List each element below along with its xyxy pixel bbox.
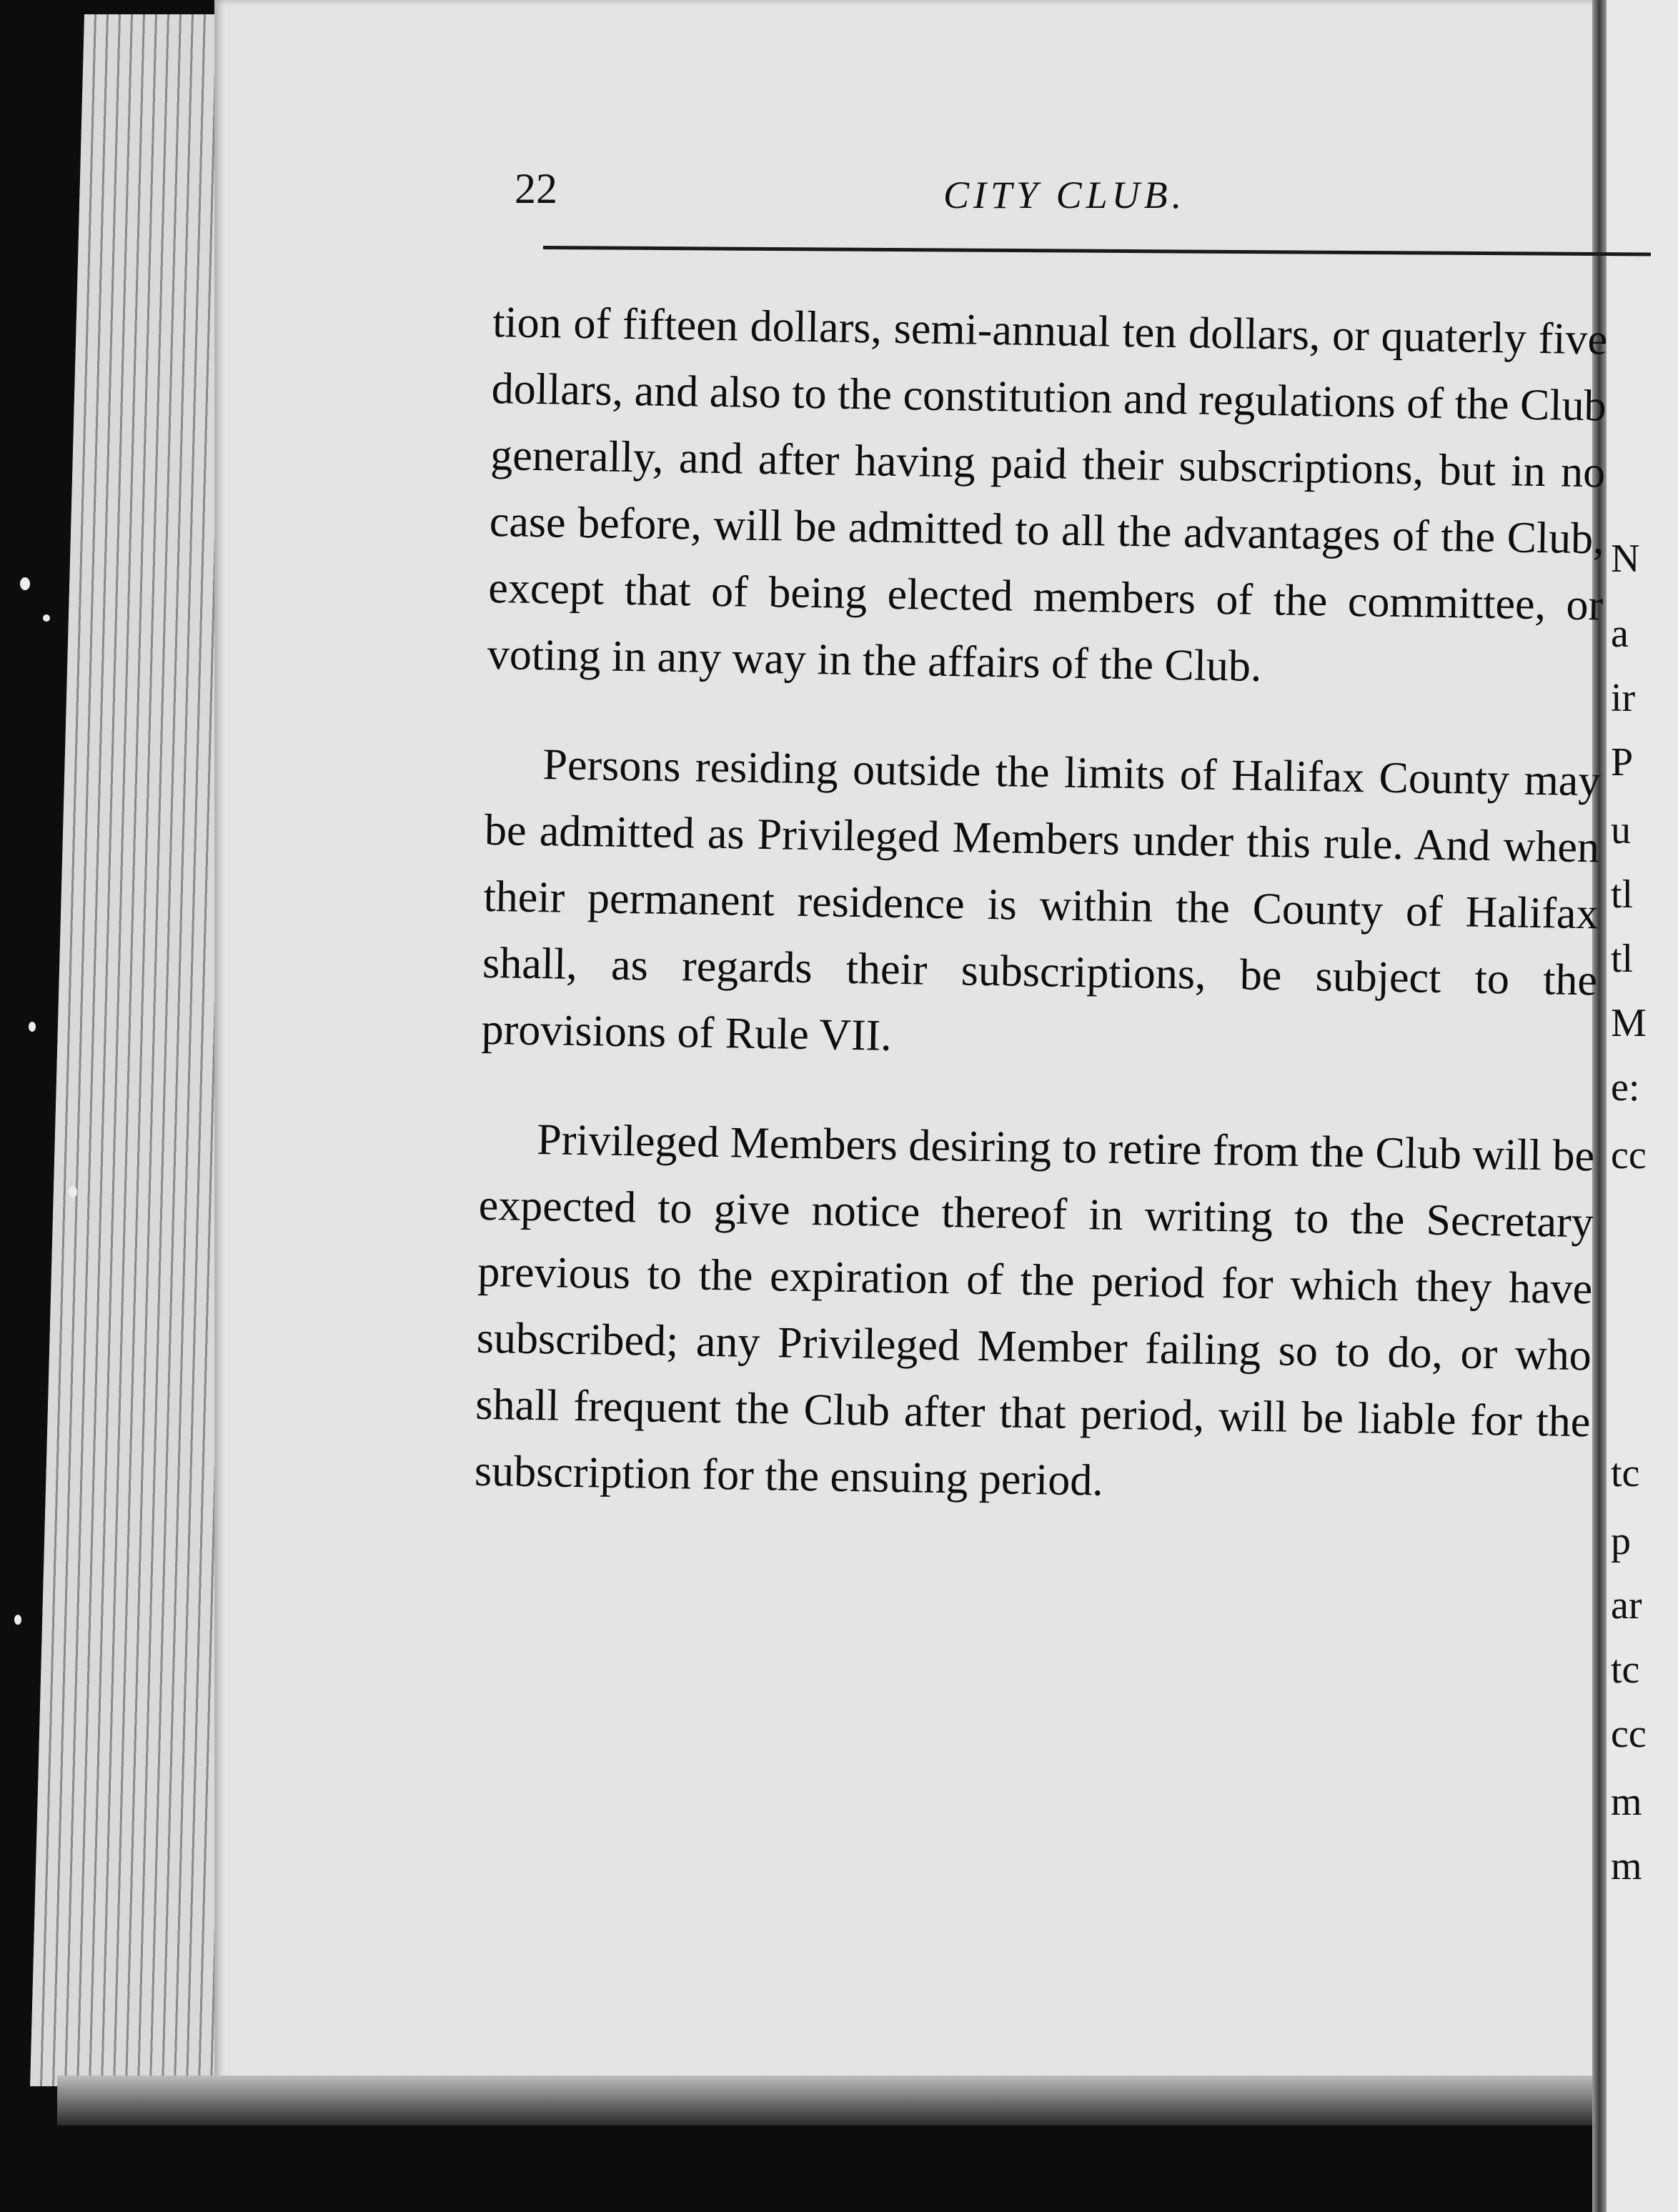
body-text [473,289,1607,1565]
next-page-fragment: N [1611,537,1640,581]
next-page-fragment: tc [1611,1648,1640,1692]
next-page-fragment: u [1611,808,1631,852]
next-page-fragment: ar [1611,1583,1642,1628]
paragraph: Privileged Members desiring to retire from the Club will be expected to give notice thereof in writing to the Secretary previous to the expiration of the period for which they have subscribed; any Privileged Member failing so to do, or who shall frequent the Club after that period, will be liable for the subscription for the ensuing period. [474,1115,1595,1505]
next-page-fragment: tc [1611,1451,1640,1495]
next-page-fragment: cc [1611,1133,1647,1177]
next-page-fragment: M [1611,1001,1647,1045]
running-head: CITY CLUB. [943,174,1186,216]
next-page-fragment: m [1611,1780,1642,1824]
page-header [515,164,1587,229]
page-bottom-shadow [57,2076,1678,2126]
next-page-fragment: tl [1611,937,1634,981]
page-number: 22 [515,165,557,212]
next-page-fragment: m [1611,1844,1642,1888]
next-page-fragment: cc [1611,1712,1647,1756]
next-page-fragment: ir [1611,676,1636,720]
next-page-fragment: a [1611,612,1629,656]
paragraph: Persons residing outside the limits of Halifax County may be admitted as Privileged Members under this rule. And when their permanent residence is within the County of Halifax shall, as regards their subscriptions, be subject to the provisions of Rule VII. [481,740,1601,1060]
next-page-fragment: e: [1611,1065,1640,1110]
next-page-fragment: tl [1611,872,1634,917]
paragraph: tion of fifteen dollars, semi-annual ten dollars, or quaterly five dollars, and also to the constitution and regulations of the Club generally, and after having paid their subscriptions, but in no case before, will be admitted to all the advantages of the Club, except that of being elected members of the committee, or voting in any way in the affairs of the Club. [487,297,1608,691]
next-page-fragment: p [1611,1519,1631,1563]
next-page-edge [1607,0,1678,2212]
next-page-fragment: P [1611,740,1634,784]
